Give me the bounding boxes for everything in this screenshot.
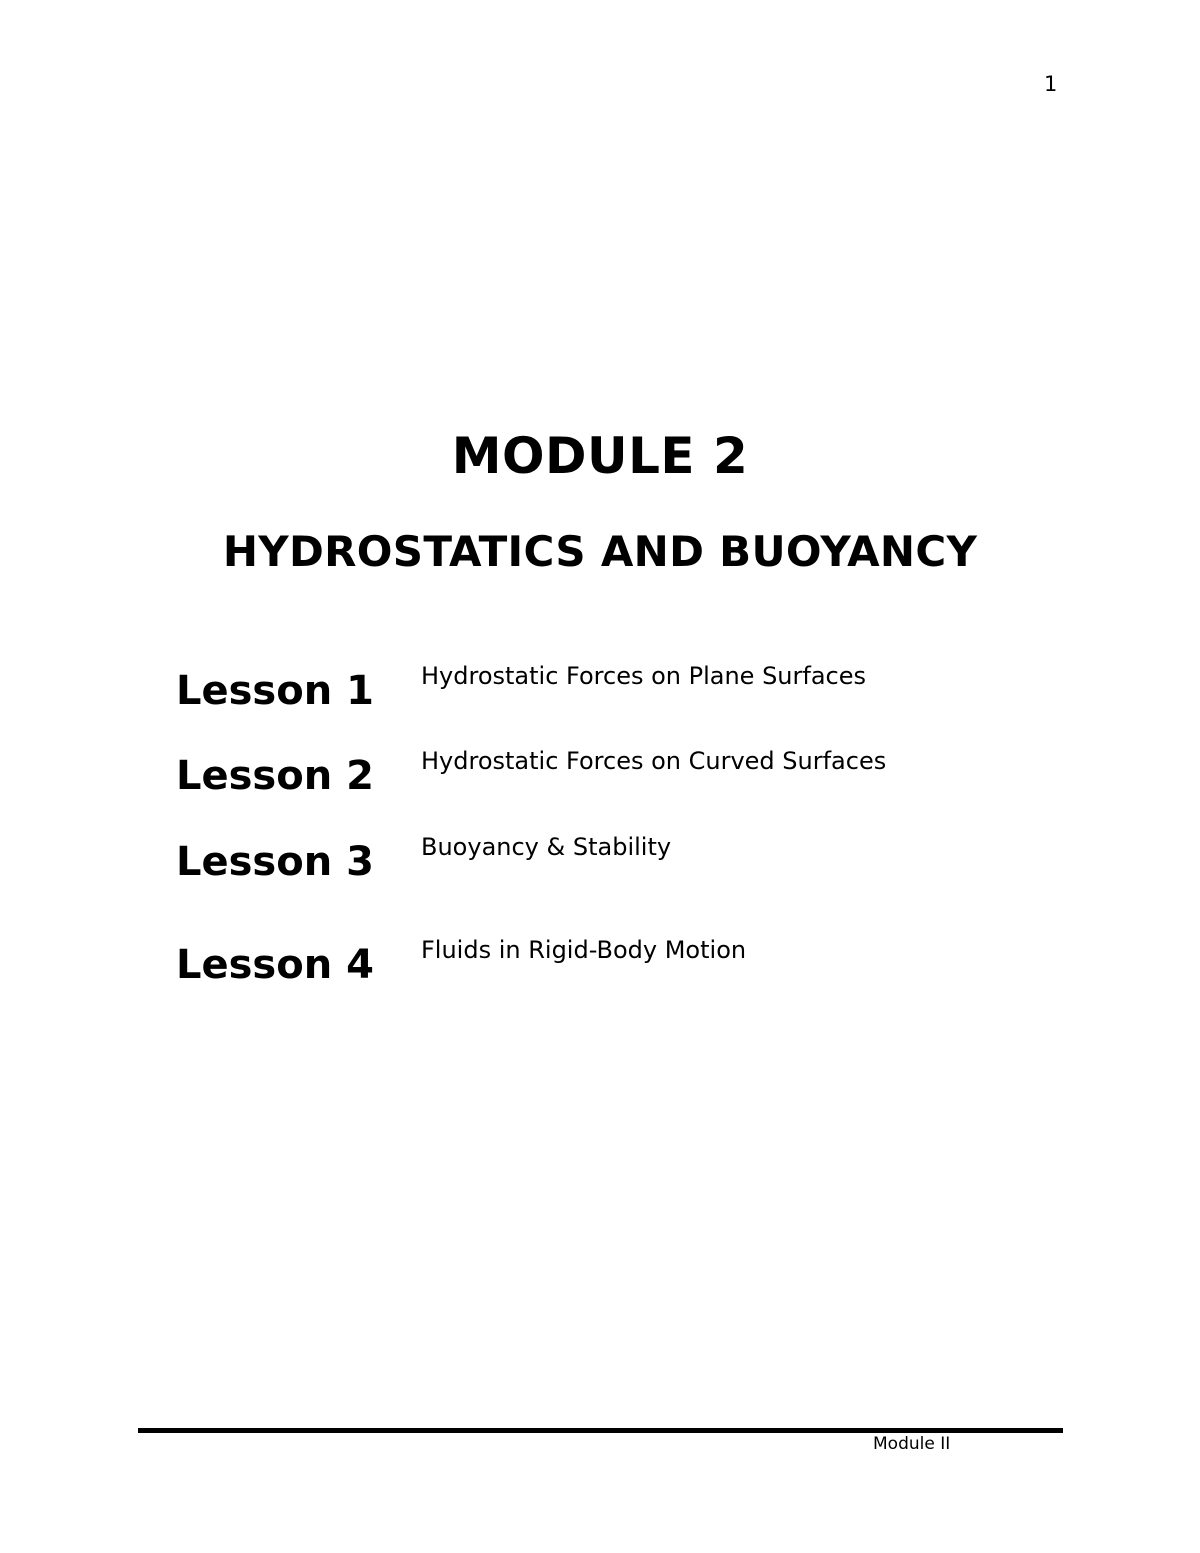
lesson-label: Lesson 3: [176, 839, 374, 885]
footer-text: Module II: [873, 1434, 951, 1454]
lesson-label: Lesson 4: [176, 942, 374, 988]
lesson-topic: Fluids in Rigid-Body Motion: [421, 936, 747, 964]
lesson-topic: Hydrostatic Forces on Plane Surfaces: [421, 662, 867, 690]
lesson-label: Lesson 2: [176, 753, 374, 799]
module-title: MODULE 2: [451, 427, 749, 485]
footer-rule: [138, 1428, 1063, 1433]
lesson-topic: Hydrostatic Forces on Curved Surfaces: [421, 747, 887, 775]
lesson-label: Lesson 1: [176, 668, 374, 714]
page-number: 1: [1044, 72, 1058, 96]
lesson-topic: Buoyancy & Stability: [421, 833, 672, 861]
module-subtitle: HYDROSTATICS AND BUOYANCY: [222, 527, 978, 576]
